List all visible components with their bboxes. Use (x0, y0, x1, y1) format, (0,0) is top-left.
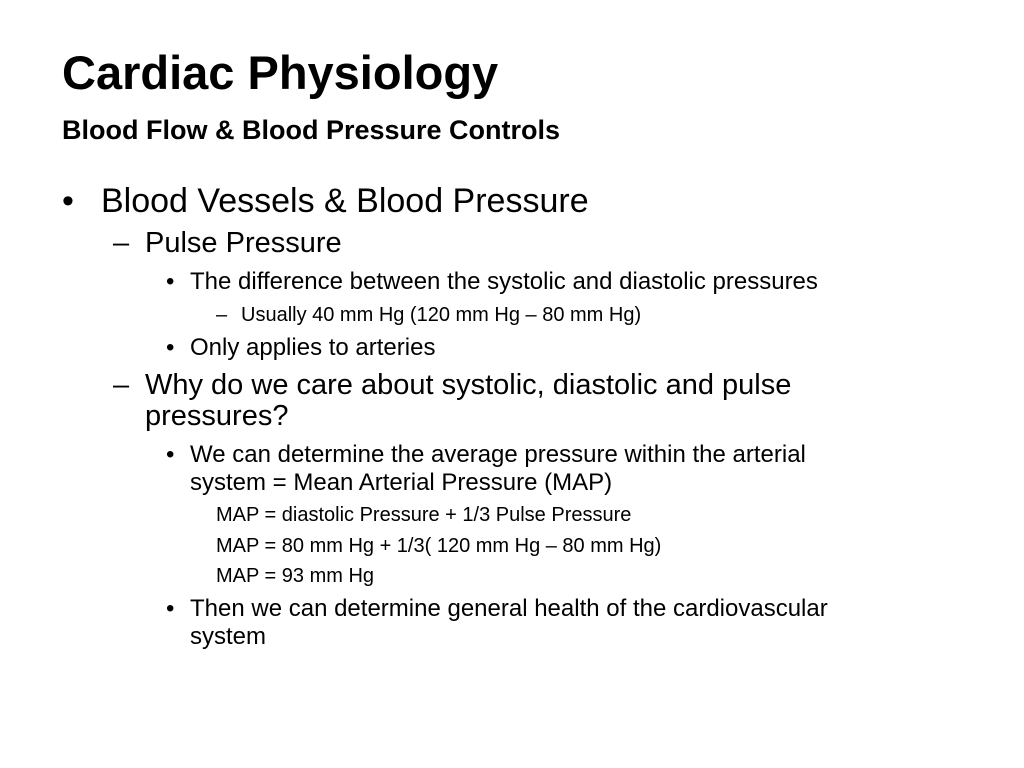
item-text-line-1: Why do we care about systolic, diastolic and pulse (145, 369, 792, 401)
bullet-dot: • (62, 182, 74, 220)
item-text: Only applies to arteries (190, 334, 436, 361)
item-text-line-1: Then we can determine general health of the cardiovascular (190, 595, 828, 622)
bullet-dot: • (166, 268, 175, 295)
dash-marker: – (216, 304, 228, 326)
bullet-text: Blood Vessels & Blood Pressure (101, 182, 589, 220)
map-formula-3: MAP = 93 mm Hg (216, 565, 375, 587)
slide-title: Cardiac Physiology (62, 46, 499, 99)
bullet-dot: • (166, 334, 175, 361)
map-formula-2: MAP = 80 mm Hg + 1/3( 120 mm Hg – 80 mm Hg) (216, 535, 662, 557)
slide-subtitle: Blood Flow & Blood Pressure Controls (62, 115, 561, 145)
item-text: Usually 40 mm Hg (120 mm Hg – 80 mm Hg) (241, 304, 642, 326)
item-text-line-2: system = Mean Arterial Pressure (MAP) (190, 469, 613, 496)
dash-marker: – (113, 369, 130, 401)
map-formula-1: MAP = diastolic Pressure + 1/3 Pulse Pressure (216, 504, 632, 526)
item-text-line-2: pressures? (145, 400, 289, 432)
dash-marker: – (113, 227, 130, 259)
bullet-dot: • (166, 441, 175, 468)
bullet-dot: • (166, 595, 175, 622)
item-text-line-1: We can determine the average pressure within the arterial (190, 441, 806, 468)
item-text: Pulse Pressure (145, 227, 342, 259)
item-text-line-2: system (190, 623, 267, 650)
item-text: The difference between the systolic and diastolic pressures (190, 268, 818, 295)
